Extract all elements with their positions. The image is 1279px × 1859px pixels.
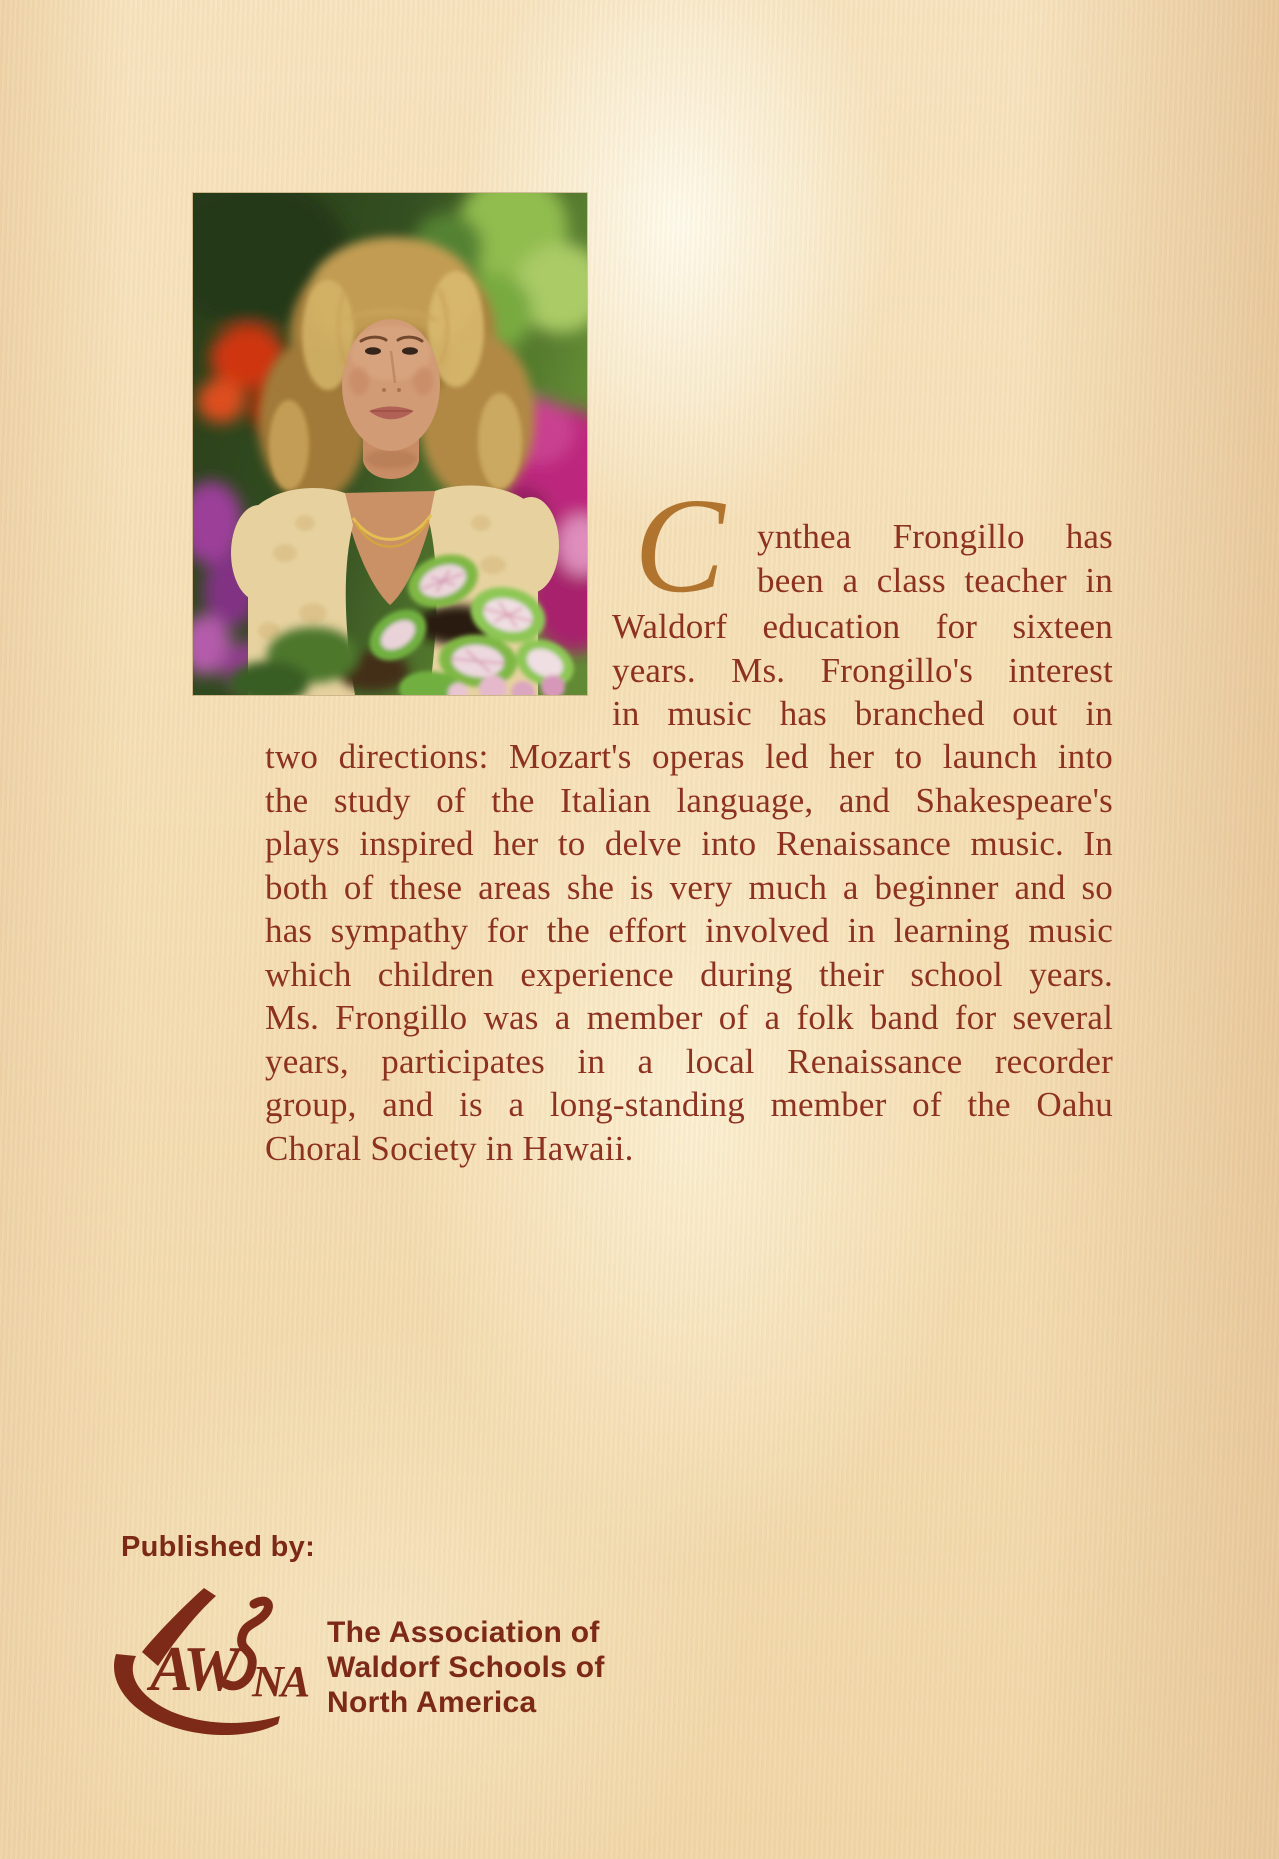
- awsna-logo-text-aw: AW: [150, 1633, 236, 1704]
- author-portrait-photo: [193, 193, 587, 695]
- bio-line: both of these areas she is very much a beginner and so: [265, 867, 1113, 907]
- bio-line-last: Choral Society in Hawaii.: [265, 1128, 634, 1168]
- drop-cap-letter: C: [634, 471, 725, 621]
- bio-line: has sympathy for the effort involved in learning music: [265, 911, 1113, 950]
- bio-paragraph-full-width: [265, 735, 1113, 1170]
- org-name-line: The Association of: [327, 1616, 600, 1649]
- bio-line: plays inspired her to delve into Renaissance music. In: [265, 824, 1113, 863]
- bio-line: in music has branched out in: [612, 694, 1113, 733]
- org-name-line: North America: [327, 1686, 537, 1719]
- awsna-logo: [106, 1582, 312, 1742]
- portrait-illustration: [193, 193, 587, 695]
- bio-line: ynthea Frongillo has: [757, 517, 1113, 556]
- bio-line: years. Ms. Frongillo's interest: [612, 650, 1113, 690]
- bio-paragraph-beside-cap: [757, 515, 1113, 602]
- bio-line: been a class teacher in: [757, 560, 1113, 600]
- bio-line: which children experience during their school years.: [265, 954, 1113, 994]
- published-by-label: Published by:: [121, 1531, 316, 1563]
- awsna-logo-text-na: NA: [252, 1657, 308, 1706]
- org-name-line: Waldorf Schools of: [327, 1651, 605, 1684]
- bio-line: Ms. Frongillo was a member of a folk band for several: [265, 998, 1113, 1037]
- bio-line: Waldorf education for sixteen: [612, 607, 1113, 646]
- bio-line: two directions: Mozart's operas led her to launch into: [265, 737, 1113, 776]
- publisher-org-name: [327, 1615, 605, 1720]
- bio-line: the study of the Italian language, and Shakespeare's: [265, 780, 1113, 820]
- bio-line: group, and is a long-standing member of the Oahu: [265, 1085, 1113, 1124]
- bio-paragraph-beside-photo: [612, 605, 1113, 736]
- bio-line: years, participates in a local Renaissance recorder: [265, 1041, 1113, 1081]
